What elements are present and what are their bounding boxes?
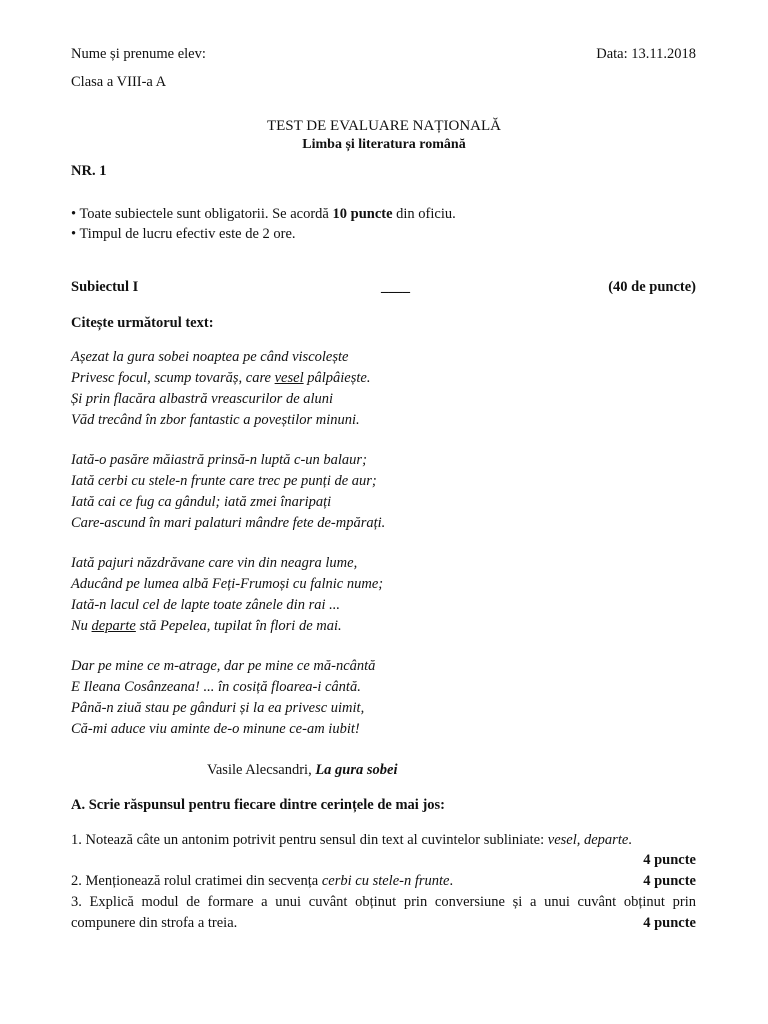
poem-title: La gura sobei — [315, 762, 398, 778]
subject-points: (40 de puncte) — [608, 279, 696, 295]
test-date: Data: 13.11.2018 — [596, 46, 696, 62]
question-1: 1. Notează câte un antonim potrivit pentru sensul din text al cuvintelor subliniate: vesel, departe. — [71, 832, 632, 848]
poem-line: Așezat la gura sobei noaptea pe când viscolește — [71, 349, 349, 365]
read-prompt: Citește următorul text: — [71, 315, 214, 331]
page-subtitle: Limba și literatura română — [302, 137, 466, 152]
poem-line: Iată pajuri năzdrăvane care vin din neagra lume, — [71, 555, 358, 571]
poem-line: E Ileana Cosânzeana! ... în cosiță floarea-i cântă. — [71, 679, 361, 695]
underlined-word-vesel: vesel — [274, 370, 304, 386]
poem-attribution: Vasile Alecsandri, La gura sobei — [207, 762, 398, 778]
question-1-points: 4 puncte — [643, 852, 696, 868]
poem-line: Și prin flacăra albastră vreascurilor de aluni — [71, 391, 334, 407]
class-label: Clasa a VIII-a A — [71, 74, 167, 90]
poem-line: Dar pe mine ce m-atrage, dar pe mine ce mă-ncântă — [71, 658, 376, 674]
poem-line: Aducând pe lumea albă Feți-Frumoși cu falnic nume; — [71, 576, 384, 592]
poem-line: Iată cerbi cu stele-n frunte care trec pe punți de aur; — [71, 473, 377, 489]
subject-header — [71, 279, 696, 297]
underlined-word-departe: departe — [91, 618, 136, 634]
poem-line: Iată-n lacul cel de lapte toate zânele din rai ... — [71, 597, 340, 613]
poem-line: Privesc focul, scump tovarăș, care vesel pâlpâiește. — [71, 370, 371, 386]
poem-line: Până-n ziuă stau pe gânduri și la ea privesc uimit, — [71, 700, 365, 716]
question-2: 2. Menționează rolul cratimei din secvența cerbi cu stele-n frunte. — [71, 873, 454, 889]
poem-line: Că-mi aduce viu aminte de-o minune ce-am iubit! — [71, 721, 360, 737]
poem-line: Iată-o pasăre măiastră prinsă-n luptă c-un balaur; — [71, 452, 367, 468]
question-3-line-2: compunere din strofa a treia. — [71, 915, 238, 931]
subject-blank: ____ — [381, 279, 410, 295]
instruction-line-1: • Toate subiectele sunt obligatorii. Se acordă 10 puncte din oficiu. — [71, 206, 456, 222]
poem-line: Nu departe stă Pepelea, tupilat în flori de mai. — [71, 618, 342, 634]
subject-label: Subiectul I — [71, 279, 139, 295]
question-3-line-1: 3. Explică modul de formare a unui cuvânt obținut prin conversiune și a unui cuvânt obținut prin — [71, 894, 696, 910]
student-name-label: Nume și prenume elev: — [71, 46, 206, 62]
question-3-points: 4 puncte — [643, 915, 696, 931]
section-a-heading: A. Scrie răspunsul pentru fiecare dintre cerințele de mai jos: — [71, 797, 445, 813]
page-title: TEST DE EVALUARE NAȚIONALĂ — [266, 118, 501, 134]
poem-line: Văd trecând în zbor fantastic a poveștilor minuni. — [71, 412, 360, 428]
poem-line: Iată cai ce fug ca gândul; iată zmei înaripați — [71, 494, 332, 510]
question-2-points: 4 puncte — [643, 873, 696, 889]
instruction-line-2: • Timpul de lucru efectiv este de 2 ore. — [71, 226, 296, 242]
poem-line: Care-ascund în mari palaturi mândre fete de-mpărați. — [71, 515, 386, 531]
test-number: NR. 1 — [71, 163, 107, 179]
